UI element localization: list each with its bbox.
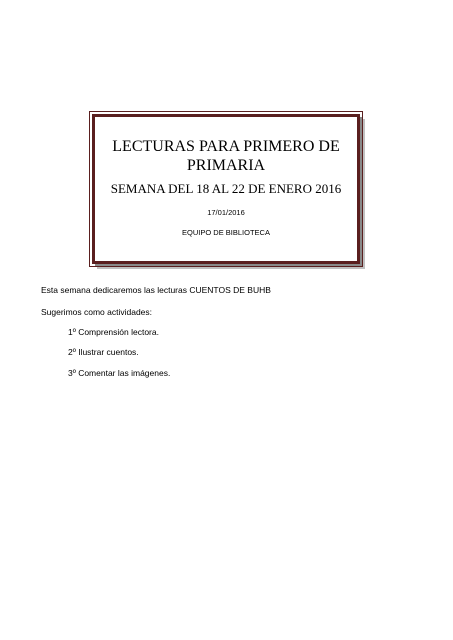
document-title: LECTURAS PARA PRIMERO DE PRIMARIA (112, 138, 340, 174)
activity-item-2: 2º Ilustrar cuentos. (68, 347, 139, 357)
activity-item-3: 3º Comentar las imágenes. (68, 368, 171, 378)
week-subtitle: SEMANA DEL 18 AL 22 DE ENERO 2016 (110, 181, 342, 196)
cover-box (92, 114, 360, 264)
document-date: 17/01/2016 (207, 208, 245, 217)
intro-text: Esta semana dedicaremos las lecturas CUENTOS DE BUHB (41, 285, 271, 295)
library-team: EQUIPO DE BIBLIOTECA (182, 228, 270, 237)
suggestion-text: Sugerimos como actividades: (41, 307, 153, 317)
activity-item-1: 1º Comprensión lectora. (68, 327, 159, 337)
